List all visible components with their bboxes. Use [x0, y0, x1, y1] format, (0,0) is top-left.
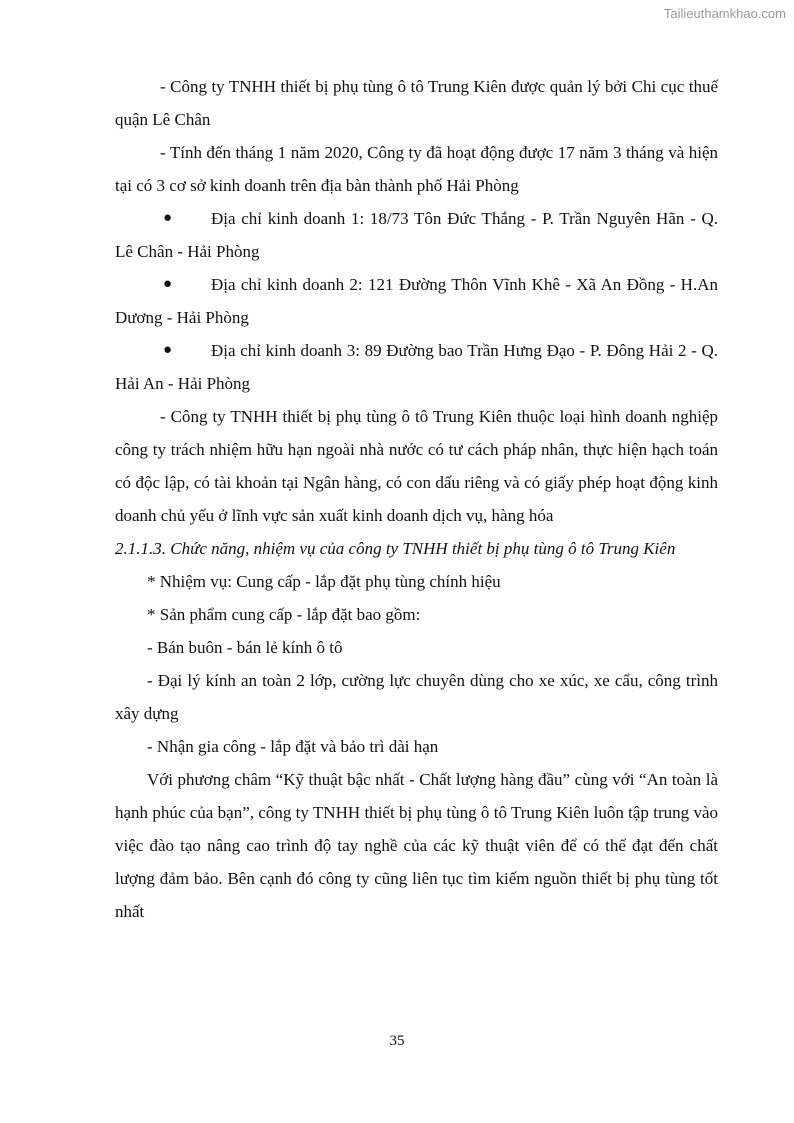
paragraph-motto: Với phương châm “Kỹ thuật bậc nhất - Chất lượng hàng đầu” cùng với “An toàn là hạnh phúc của bạn”, công ty TNHH thiết bị phụ tùng ô tô Trung Kiên luôn tập trung vào việc đào tạo nâng cao trình độ tay nghề của các kỹ thuật viên để có thể đạt đến chất lượng đảm bảo. Bên cạnh đó công ty cũng liên tục tìm kiếm nguồn thiết bị phụ tùng tốt nhất [115, 770, 718, 921]
list-item-product-3: - Nhận gia công - lắp đặt và bảo trì dài hạn [147, 737, 439, 756]
paragraph-operation-duration: - Tính đến tháng 1 năm 2020, Công ty đã hoạt động được 17 năm 3 tháng và hiện tại có 3 cơ sở kinh doanh trên địa bàn thành phố Hải Phòng [115, 143, 718, 195]
bullet-icon: ● [163, 276, 173, 292]
watermark: Tailieuthamkhao.com [663, 6, 786, 21]
document-body [115, 70, 718, 928]
section-heading: 2.1.1.3. Chức năng, nhiệm vụ của công ty TNHH thiết bị phụ tùng ô tô Trung Kiên [115, 539, 676, 558]
paragraph-mission: * Nhiệm vụ: Cung cấp - lắp đặt phụ tùng chính hiệu [147, 572, 501, 591]
list-item-address-1 [115, 202, 718, 268]
list-item-text: Địa chỉ kinh doanh 3: 89 Đường bao Trần Hưng Đạo - P. Đông Hải 2 - Q. Hải An - Hải Phòng [115, 341, 718, 393]
list-item-address-2 [115, 268, 718, 334]
list-item-address-3 [115, 334, 718, 400]
list-item-product-1: - Bán buôn - bán lẻ kính ô tô [147, 638, 343, 657]
list-item-text: Địa chỉ kinh doanh 1: 18/73 Tôn Đức Thắng - P. Trần Nguyên Hãn - Q. Lê Chân - Hải Phòng [115, 209, 718, 261]
paragraph-products-intro: * Sản phẩm cung cấp - lắp đặt bao gồm: [147, 605, 421, 624]
paragraph-tax-authority: - Công ty TNHH thiết bị phụ tùng ô tô Trung Kiên được quản lý bởi Chi cục thuế quận Lê Chân [115, 77, 718, 129]
list-item-product-2: - Đại lý kính an toàn 2 lớp, cường lực chuyên dùng cho xe xúc, xe cẩu, công trình xây dựng [115, 671, 718, 723]
paragraph-company-type: - Công ty TNHH thiết bị phụ tùng ô tô Trung Kiên thuộc loại hình doanh nghiệp công ty trách nhiệm hữu hạn ngoài nhà nước có tư cách pháp nhân, thực hiện hạch toán có độc lập, có tài khoản tại Ngân hàng, có con dấu riêng và có giấy phép hoạt động kinh doanh chủ yếu ở lĩnh vực sản xuất kinh doanh dịch vụ, hàng hóa [115, 407, 718, 525]
page-number: 35 [389, 1033, 405, 1049]
list-item-text: Địa chỉ kinh doanh 2: 121 Đường Thôn Vĩnh Khê - Xã An Đồng - H.An Dương - Hải Phòng [115, 275, 718, 327]
bullet-icon: ● [163, 210, 173, 226]
bullet-icon: ● [163, 342, 173, 358]
